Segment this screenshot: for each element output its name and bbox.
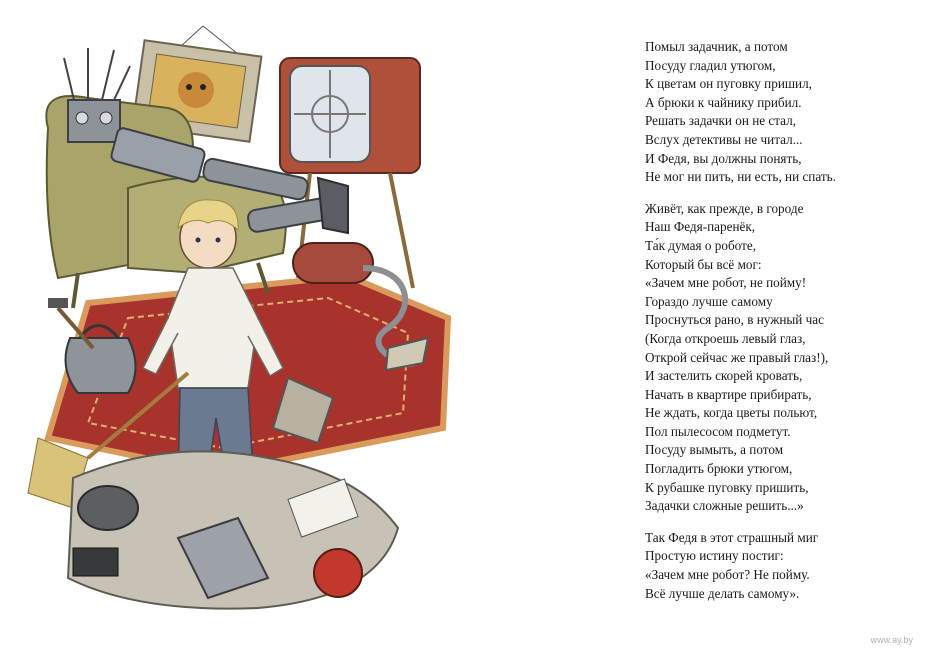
poem-line: Гораздо лучше самому [645, 293, 773, 309]
poem-line: И застелить скорей кровать, [645, 368, 803, 384]
poem-line: Начать в квартире прибирать, [645, 386, 812, 402]
stanza-1 [645, 38, 915, 187]
poem-line: «Зачем мне робот, не пойму! [645, 275, 807, 291]
flower-pot [314, 549, 362, 597]
junk-pile [68, 451, 398, 608]
poem-line: Вслух детективы не читал... [645, 131, 803, 147]
poem-line: Пол пылесосом подметут. [645, 423, 791, 439]
poem-line: «Зачем мне робот? Не пойму. [645, 567, 810, 583]
poem-line: Не ждать, когда цветы польют, [645, 405, 818, 421]
poem-line: Посуду вымыть, а потом [645, 442, 784, 458]
poem-line: Живёт, как прежде, в городе [645, 200, 804, 216]
poem-line: А брюки к чайнику прибил. [645, 94, 802, 110]
poem-line: Посуду гладил утюгом, [645, 57, 776, 73]
poem-line: Так Федя в этот страшный миг [645, 529, 819, 545]
poem-line: Всё лучше делать самому». [645, 585, 800, 601]
poem-line: Не мог ни пить, ни есть, ни спать. [645, 169, 836, 185]
poem-line: (Когда откроешь левый глаз, [645, 330, 806, 346]
poem-line: Решать задачки он не стал, [645, 113, 797, 129]
stanza-3 [645, 529, 915, 603]
illustration [18, 18, 458, 618]
poem-line: Который бы всё мог: [645, 256, 762, 272]
watermark: www.ay.by [870, 635, 913, 645]
poem-line: Простую истину постиг: [645, 548, 784, 564]
poem-line: Задачки сложные решить...» [645, 498, 804, 514]
tiger-face [178, 72, 214, 108]
poem-line: Та́к думая о роботе, [645, 237, 757, 253]
poem-line: И Федя, вы должны понять, [645, 150, 802, 166]
poem-line: Открой сейчас же правый глаз!), [645, 349, 829, 365]
poem-line: К цветам он пуговку пришил, [645, 76, 812, 92]
stanza-2 [645, 200, 915, 516]
poem-line: Помыл задачник, а потом [645, 39, 788, 54]
poem-line: Наш Федя-паренёк, [645, 219, 756, 235]
iron [73, 548, 118, 576]
poem-line: Проснуться рано, в нужный час [645, 312, 824, 328]
poem-line: Погладить брюки утюгом, [645, 461, 793, 477]
poem-text [645, 38, 915, 616]
poem-line: К рубашке пуговку пришить, [645, 479, 809, 495]
